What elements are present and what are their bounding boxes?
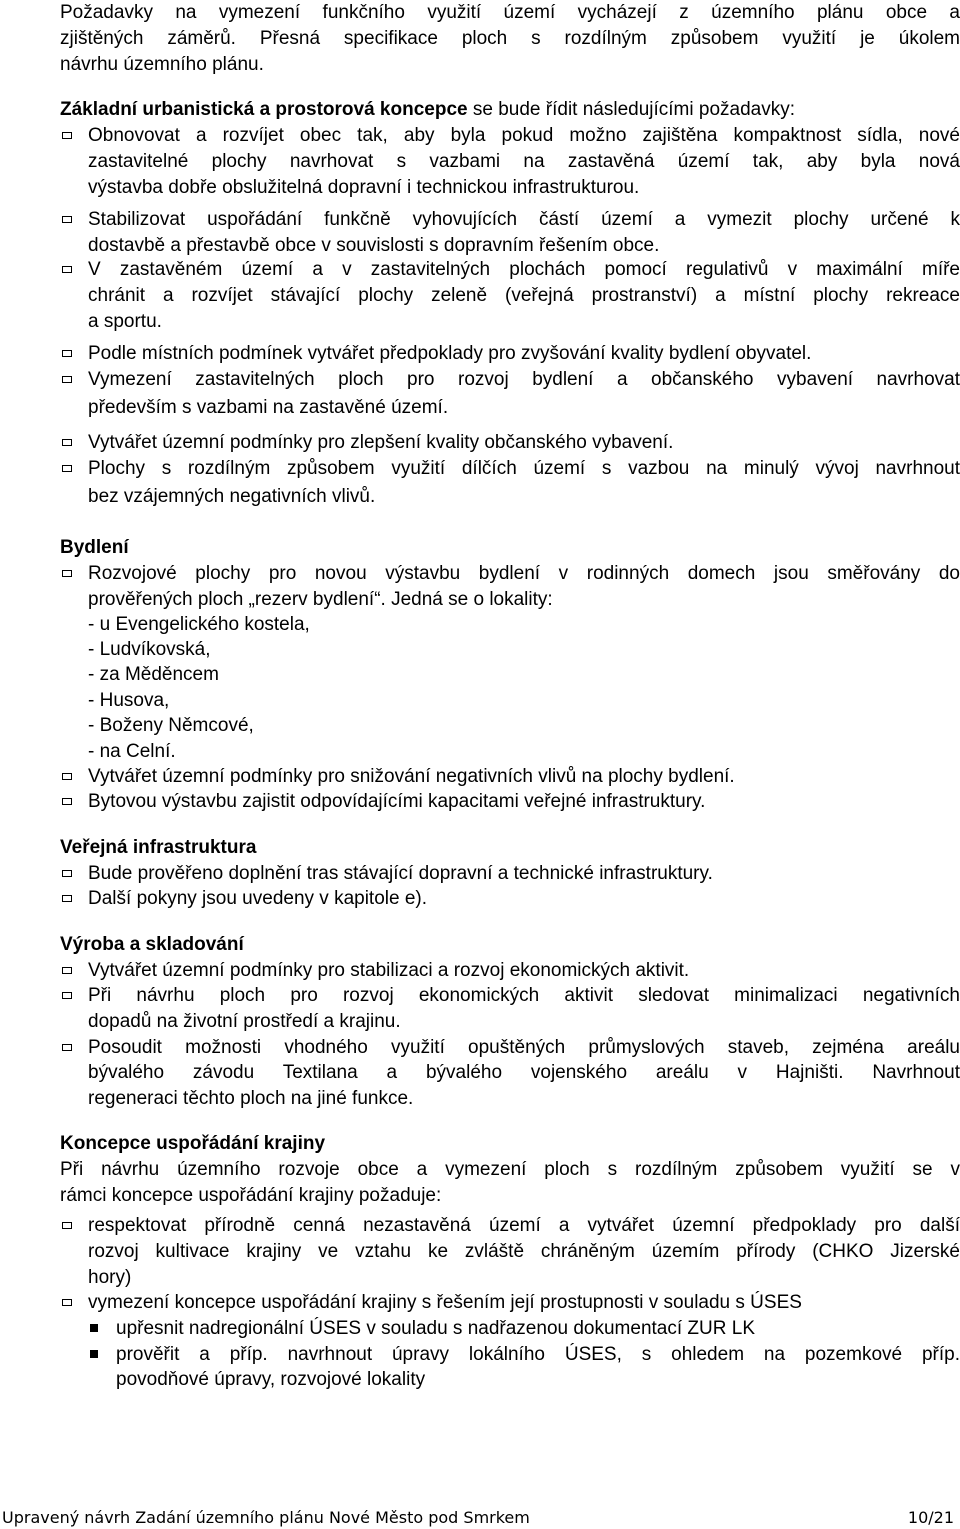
- hollow-square-bullet-icon: [62, 1222, 72, 1229]
- hollow-square-bullet-icon: [62, 895, 72, 902]
- hollow-square-bullet-icon: [62, 1044, 72, 1051]
- hollow-square-bullet-icon: [62, 266, 72, 273]
- hollow-square-bullet-icon: [62, 439, 72, 446]
- hollow-square-bullet-icon: [62, 465, 72, 472]
- hollow-square-bullet-icon: [62, 570, 72, 577]
- hollow-square-bullet-icon: [62, 967, 72, 974]
- concept-heading: [60, 97, 795, 123]
- intro-line: návrhu územního plánu.: [60, 54, 264, 75]
- hollow-square-bullet-icon: [62, 216, 72, 223]
- concept-heading-bold: Základní urbanistická a prostorová koncepce: [60, 99, 468, 120]
- section-heading: Výroba a skladování: [60, 934, 244, 955]
- hollow-square-bullet-icon: [62, 376, 72, 383]
- page-number: 10/21: [907, 1508, 954, 1527]
- hollow-square-bullet-icon: [62, 773, 72, 780]
- locality-item: - Husova,: [88, 690, 170, 711]
- intro-line: Požadavky na vymezení funkčního využití území vycházejí z územního plánu obce a: [60, 2, 960, 23]
- concept-heading-rest: se bude řídit následujícími požadavky:: [467, 99, 795, 120]
- section-heading: Bydlení: [60, 537, 129, 558]
- locality-item: - za Měděncem: [88, 664, 219, 685]
- section-heading: Koncepce uspořádání krajiny: [60, 1133, 326, 1154]
- section-heading: Veřejná infrastruktura: [60, 837, 257, 858]
- locality-item: - u Evengelického kostela,: [88, 614, 310, 635]
- locality-item: - Boženy Němcové,: [88, 715, 254, 736]
- landscape-intro-line: Při návrhu územního rozvoje obce a vymezení ploch s rozdílným způsobem využití se v: [60, 1159, 960, 1180]
- hollow-square-bullet-icon: [62, 132, 72, 139]
- hollow-square-bullet-icon: [62, 350, 72, 357]
- locality-item: - Ludvíkovská,: [88, 639, 211, 660]
- filled-square-bullet-icon: [90, 1350, 98, 1358]
- hollow-square-bullet-icon: [62, 798, 72, 805]
- hollow-square-bullet-icon: [62, 992, 72, 999]
- hollow-square-bullet-icon: [62, 870, 72, 877]
- landscape-intro-line: rámci koncepce uspořádání krajiny požaduje:: [60, 1185, 442, 1206]
- locality-item: - na Celní.: [88, 741, 176, 762]
- footer-title: Upravený návrh Zadání územního plánu Nové Město pod Smrkem: [2, 1508, 530, 1527]
- intro-line: zjištěných záměrů. Přesná specifikace ploch s rozdílným způsobem využití je úkolem: [60, 28, 960, 49]
- filled-square-bullet-icon: [90, 1324, 98, 1332]
- hollow-square-bullet-icon: [62, 1299, 72, 1306]
